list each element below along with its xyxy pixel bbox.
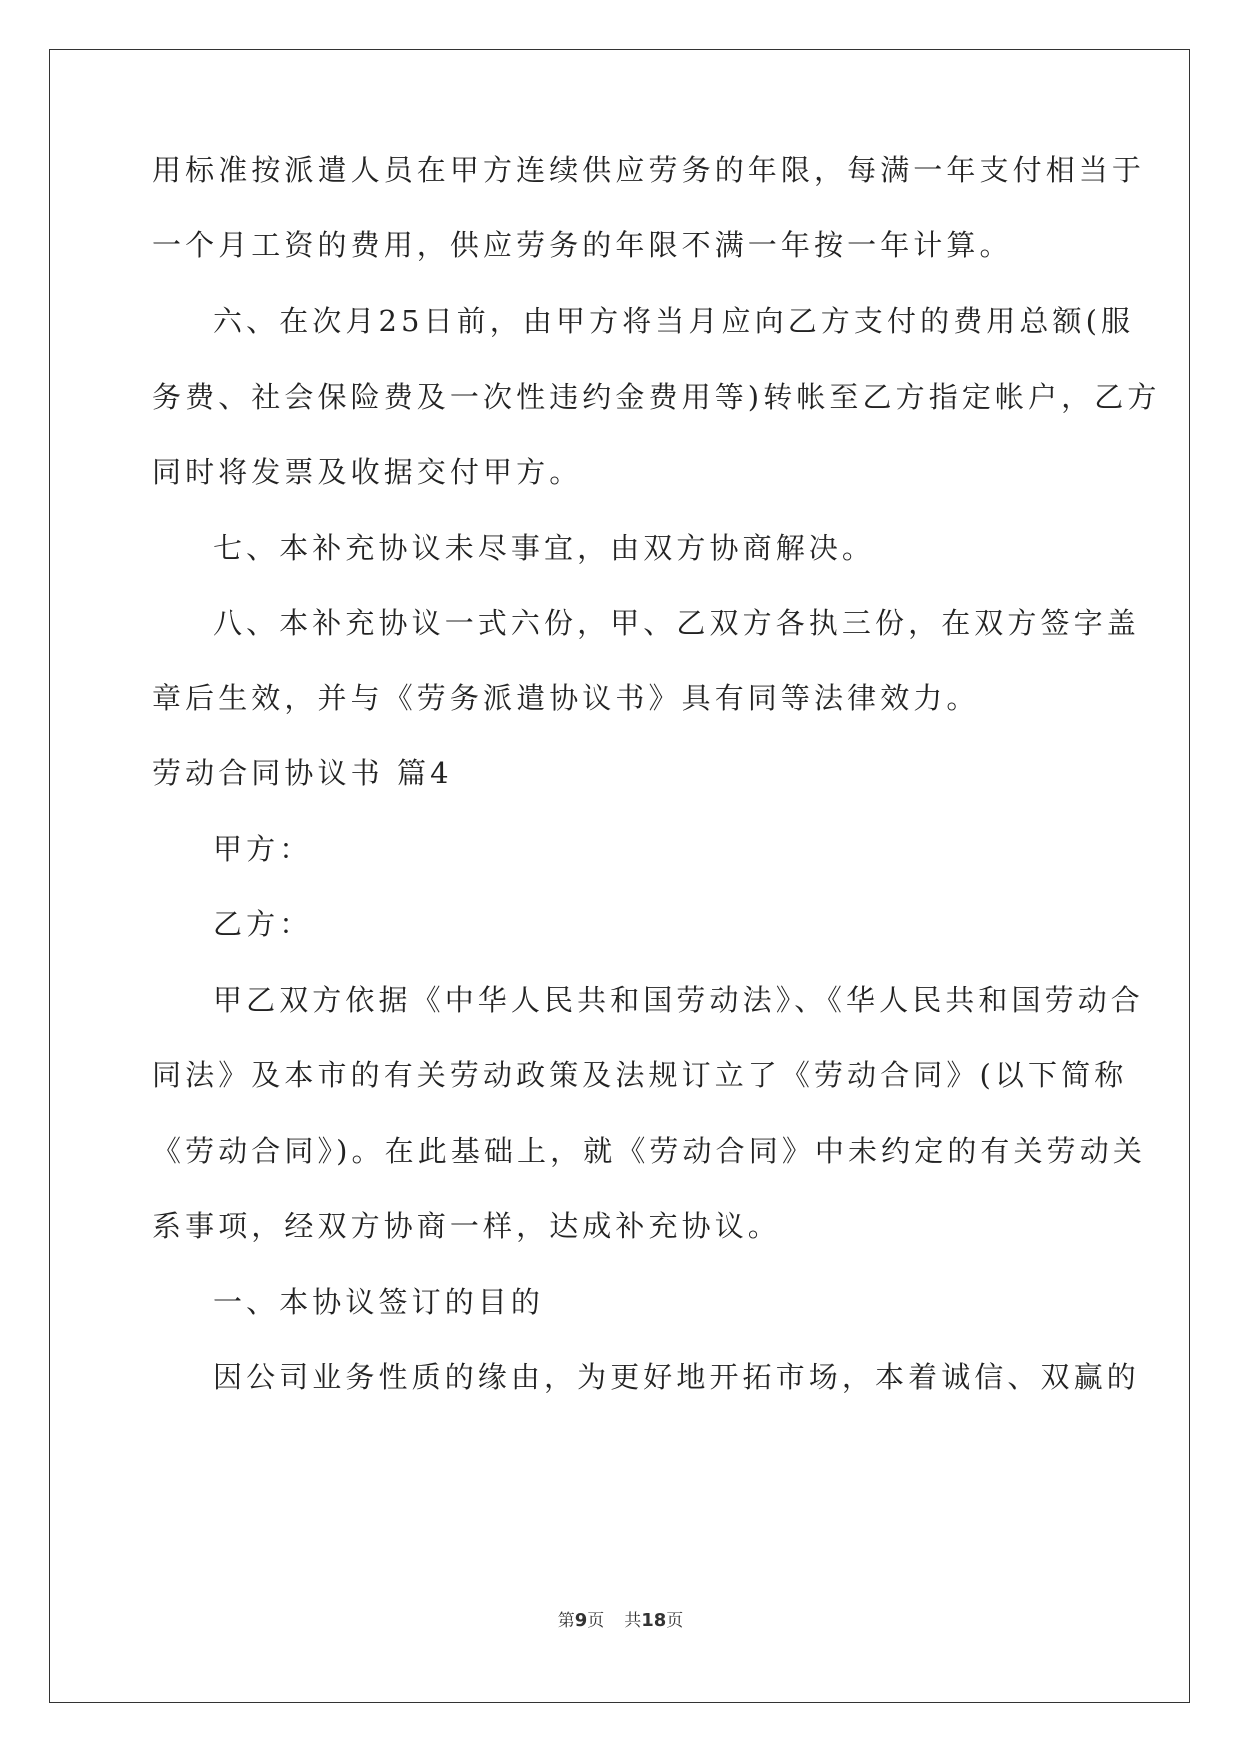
total-pages: 18: [641, 1610, 667, 1631]
paragraph-line: 系事项，经双方协商一样，达成补充协议。: [152, 1209, 781, 1243]
paragraph-line: 一个月工资的费用，供应劳务的年限不满一年按一年计算。: [152, 228, 1013, 262]
party-b-label: 乙方：: [213, 907, 313, 941]
section-heading: 劳动合同协议书 篇4: [152, 756, 453, 790]
paragraph-line: 用标准按派遣人员在甲方连续供应劳务的年限，每满一年支付相当于: [152, 153, 1146, 187]
paragraph-line: 六、在次月25日前，由甲方将当月应向乙方支付的费用总额(服: [213, 304, 1135, 338]
paragraph-line: 同时将发票及收据交付甲方。: [152, 455, 583, 489]
total-suffix: 页: [666, 1611, 684, 1631]
clause-heading: 一、本协议签订的目的: [213, 1285, 545, 1319]
party-a-label: 甲方：: [213, 832, 313, 866]
paragraph-line: 《劳动合同》)。在此基础上，就《劳动合同》中未约定的有关劳动关: [152, 1134, 1146, 1168]
paragraph-line: 章后生效，并与《劳务派遣协议书》具有同等法律效力。: [152, 681, 980, 715]
paragraph-line: 八、本补充协议一式六份，甲、乙双方各执三份，在双方签字盖: [213, 606, 1140, 640]
page-prefix: 第: [557, 1611, 575, 1631]
paragraph-line: 务费、社会保险费及一次性违约金费用等)转帐至乙方指定帐户，乙方: [152, 380, 1161, 414]
paragraph-line: 同法》及本市的有关劳动政策及法规订立了《劳动合同》(以下简称: [152, 1058, 1128, 1092]
paragraph-line: 因公司业务性质的缘由，为更好地开拓市场，本着诚信、双赢的: [213, 1360, 1140, 1394]
page-footer: [0, 1610, 1241, 1632]
page-suffix: 页: [587, 1611, 605, 1631]
page-border: [49, 49, 1190, 1703]
paragraph-line: 甲乙双方依据《中华人民共和国劳动法》、《华人民共和国劳动合: [213, 983, 1144, 1017]
page-number: 9: [574, 1610, 588, 1631]
total-prefix: 共: [624, 1611, 642, 1631]
paragraph-line: 七、本补充协议未尽事宜，由双方协商解决。: [213, 531, 876, 565]
